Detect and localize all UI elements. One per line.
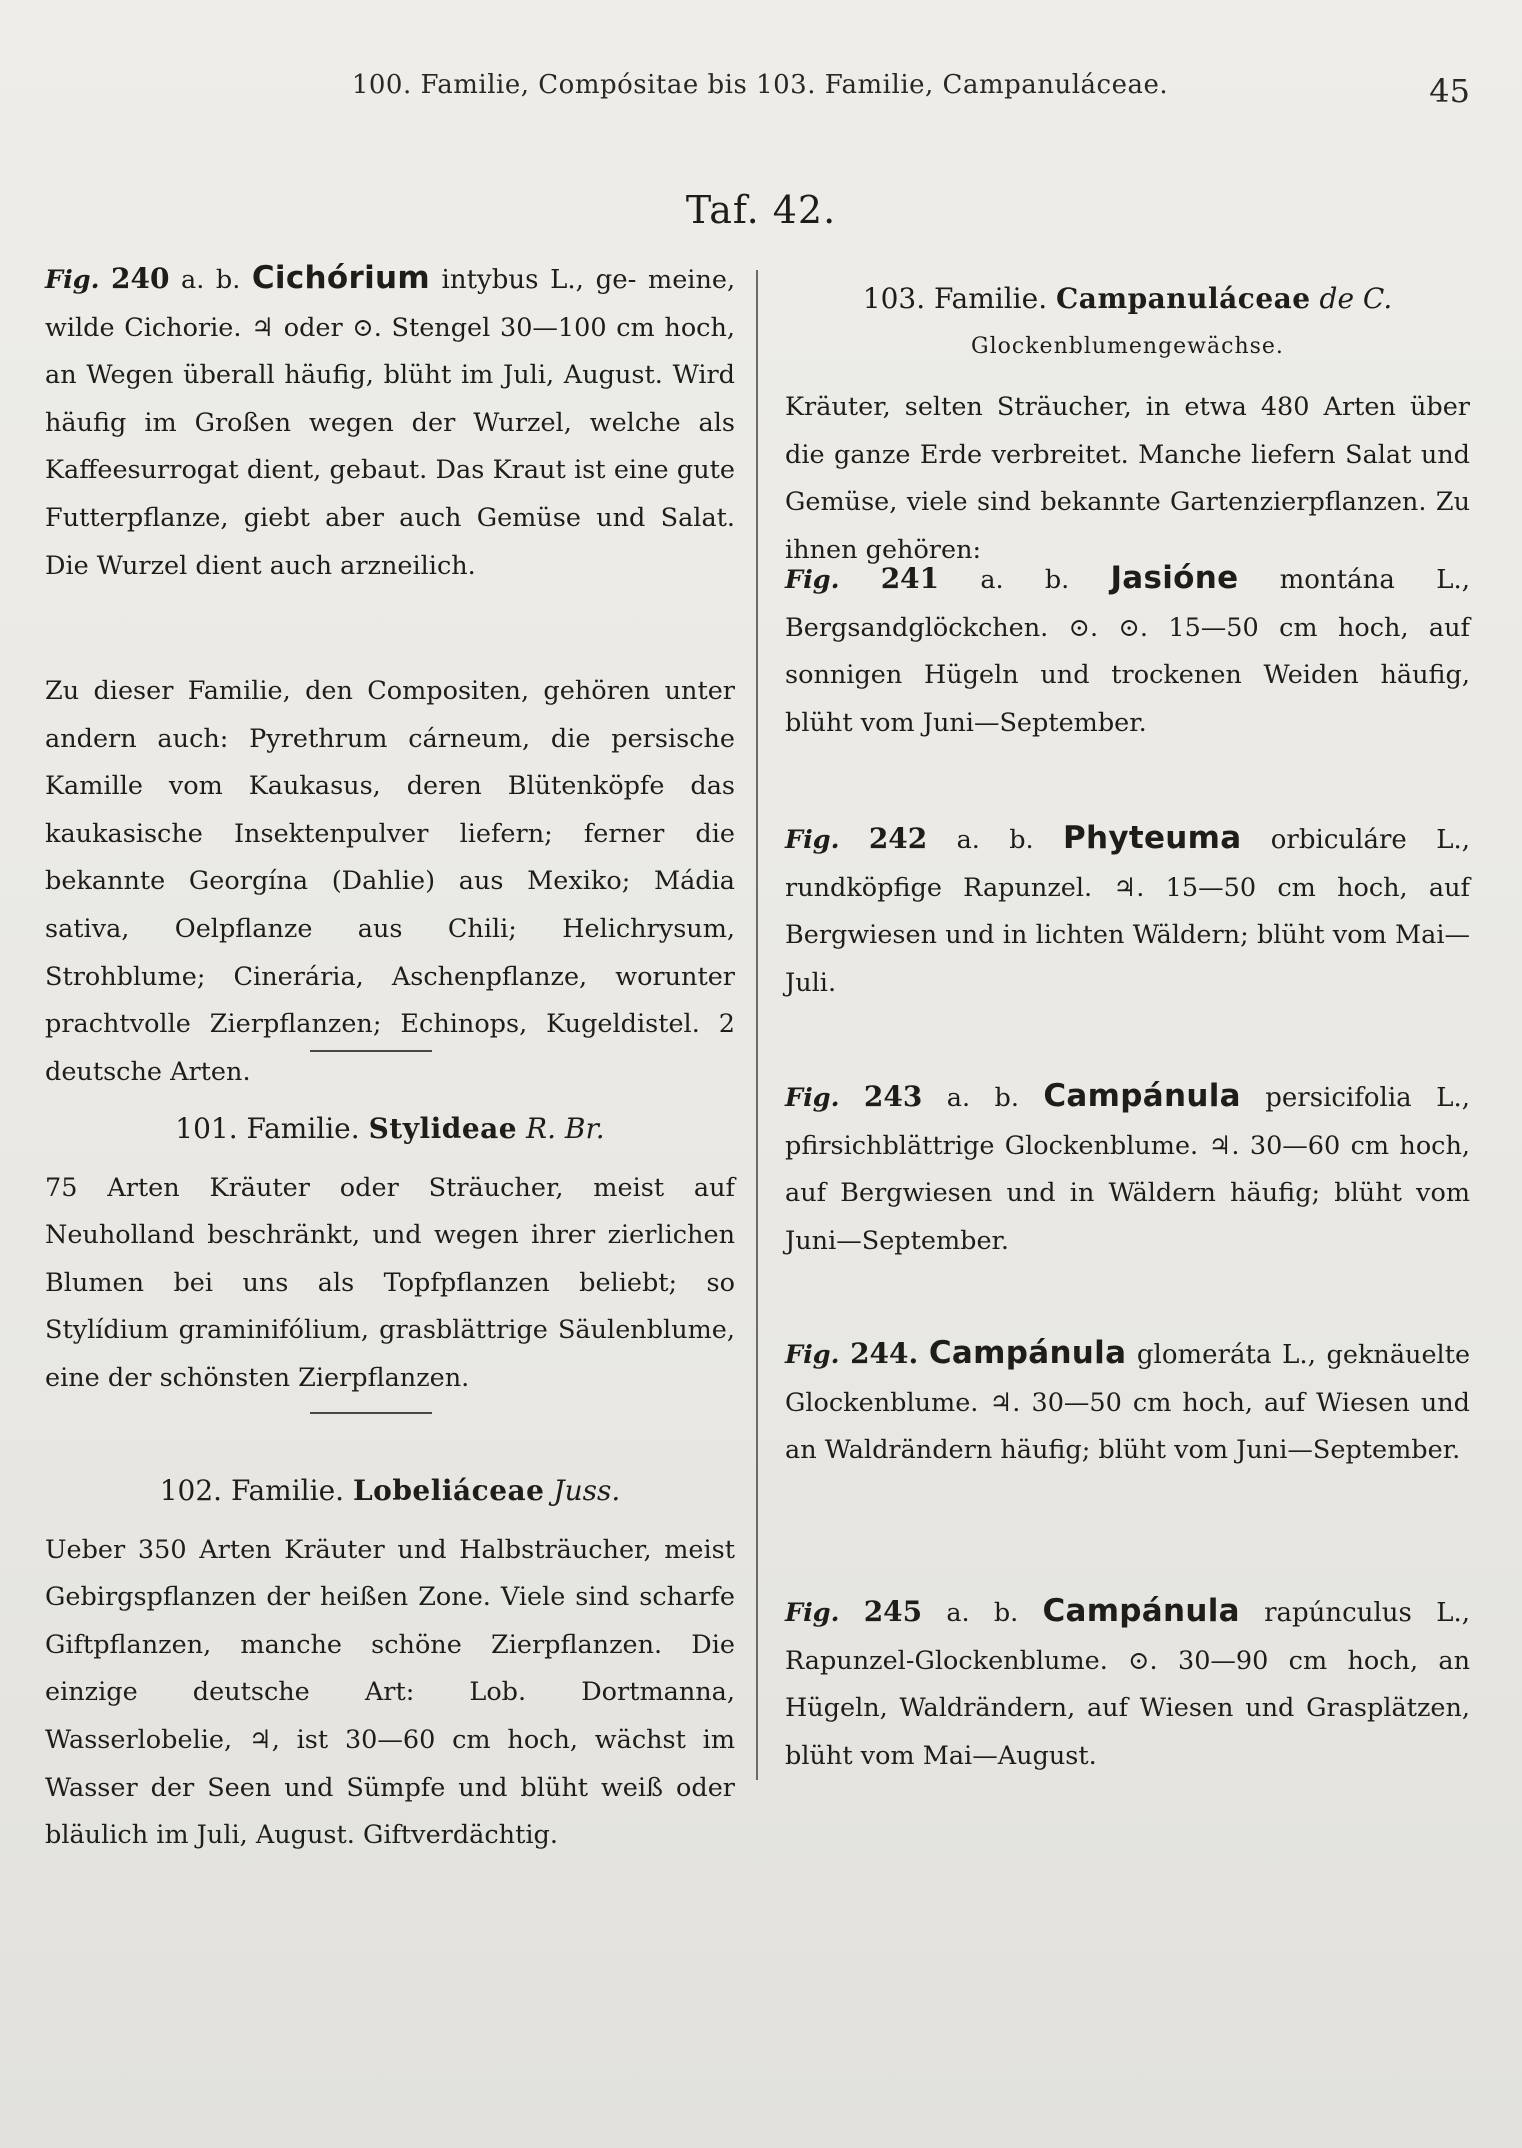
compositae-note [45, 668, 735, 1096]
family-authority: R. Br. [526, 1112, 605, 1145]
description: pfirsichblättrige Glockenblume. ♃. 30—60 cm hoch, auf Bergwiesen und in Wäldern häufig; blüht vom Juni—September. [785, 1130, 1470, 1256]
family-name: Campanuláceae [1056, 282, 1311, 315]
fig-parts: a. b. [946, 1598, 1019, 1628]
entry-fig-242 [785, 815, 1470, 1007]
entry-fig-240 [45, 255, 735, 590]
fig-label: Fig. [785, 1598, 840, 1628]
family-heading [785, 275, 1470, 323]
note-text: Zu dieser Familie, den Compositen, gehören unter andern auch: Pyrethrum cárneum, die persische Kamille vom Kaukasus, deren Blütenköpfe das kaukasische Insektenpulver liefern; ferner die bekannte Georgína (Dahlie) aus Mexiko; Mádia sativa, Oelpflanze aus Chili; Helichrysum, Strohblume; Cinerária, Aschenpflanze, worunter prachtvolle Zierpflanzen; Echinops, Kugeldistel. 2 deutsche Arten. [45, 676, 735, 1087]
genus-name: Phyteuma [1062, 820, 1242, 856]
species-name: persicifolia L., [1265, 1083, 1471, 1113]
family-authority: Juss. [553, 1474, 621, 1507]
entry-text [785, 1073, 1470, 1265]
plate-title: Taf. 42. [685, 188, 837, 232]
family-subtitle: Glockenblumengewächse. [971, 333, 1284, 359]
description: rundköpfige Rapunzel. ♃. 15—50 cm hoch, auf Bergwiesen und in lichten Wäldern; blüht vom Mai—Juli. [785, 872, 1470, 998]
species-name: montána L., [1279, 565, 1471, 595]
family-102 [45, 1467, 735, 1860]
description: geknäuelte Glockenblume. ♃. 30—50 cm hoch, auf Wiesen und an Waldrändern häufig; blüht vom Juni—September. [785, 1340, 1471, 1466]
family-103 [785, 275, 1470, 575]
entry-text [785, 555, 1470, 747]
description: Rapunzel-Glockenblume. ⊙. 30—90 cm hoch, an Hügeln, Waldrändern, auf Wiesen und Grasplätzen, blüht vom Mai—August. [785, 1645, 1470, 1771]
genus-name: Cichórium [251, 260, 430, 296]
fig-parts: a. b. [980, 565, 1070, 595]
fig-number: 242 [868, 822, 928, 855]
fig-label: Fig. [785, 825, 840, 855]
genus-name: Campánula [1042, 1593, 1240, 1629]
entry-fig-245 [785, 1588, 1470, 1780]
page-number: 45 [1429, 72, 1470, 110]
family-authority: de C. [1319, 282, 1393, 315]
species-name: glomeráta L., [1136, 1340, 1316, 1370]
entry-text [785, 1330, 1470, 1475]
column-divider [756, 270, 758, 1780]
family-number: 102. Familie. [159, 1474, 345, 1507]
fig-label: Fig. [785, 1340, 840, 1370]
fig-parts: a. b. [181, 265, 241, 295]
genus-name: Campánula [928, 1335, 1127, 1371]
entry-text [785, 1588, 1470, 1780]
fig-number: 245 [863, 1595, 923, 1628]
entry-fig-243 [785, 1073, 1470, 1265]
fig-parts: a. b. [946, 1083, 1019, 1113]
fig-label: Fig. [45, 265, 100, 295]
species-name: intybus L., ge- [441, 265, 637, 295]
family-text: Kräuter, selten Sträucher, in etwa 480 Arten über die ganze Erde verbreitet. Manche liefern Salat und Gemüse, viele sind bekannte Gartenzierpflanzen. Zu ihnen gehören: [785, 392, 1470, 565]
section-rule [310, 1412, 432, 1414]
family-text: Ueber 350 Arten Kräuter und Halbsträucher, meist Gebirgspflanzen der heißen Zone. Viele sind scharfe Giftpflanzen, manche schöne Zierpflanzen. Die einzige deutsche Art: Lob. Dortmanna, Wasserlobelie, ♃, ist 30—60 cm hoch, wächst im Wasser der Seen und Sümpfe und blüht weiß oder bläulich im Juli, August. Giftverdächtig. [45, 1534, 735, 1851]
fig-label: Fig. [785, 565, 840, 595]
entry-fig-244 [785, 1330, 1470, 1475]
fig-number: 240 [111, 262, 170, 295]
entry-text [785, 815, 1470, 1007]
family-name: Lobeliáceae [352, 1474, 545, 1507]
species-name: orbiculáre L., [1270, 825, 1471, 855]
family-number: 103. Familie. [862, 282, 1048, 315]
genus-name: Jasióne [1110, 560, 1239, 596]
entry-text [45, 255, 735, 590]
fig-label: Fig. [785, 1083, 840, 1113]
family-name: Stylideae [368, 1112, 518, 1145]
section-rule [310, 1050, 432, 1052]
family-text: 75 Arten Kräuter oder Sträucher, meist auf Neuholland beschränkt, und wegen ihrer zierlichen Blumen bei uns als Topfpflanzen beliebt; so Stylídium graminifólium, grasblättrige Säulenblume, eine der schönsten Zierpflanzen. [45, 1172, 735, 1393]
fig-number: 244. [850, 1337, 919, 1370]
entry-fig-241 [785, 555, 1470, 747]
family-number: 101. Familie. [175, 1112, 360, 1145]
description: Bergsandglöckchen. ⊙. ⊙. 15—50 cm hoch, auf sonnigen Hügeln und trockenen Weiden häufig, blüht vom Juni—September. [785, 612, 1470, 738]
running-head: 100. Familie, Compósitae bis 103. Familie, Campanuláceae. [351, 70, 1169, 100]
genus-name: Campánula [1043, 1078, 1241, 1114]
family-heading [45, 1467, 735, 1515]
fig-parts: a. b. [956, 825, 1034, 855]
family-101 [45, 1105, 735, 1403]
family-heading [45, 1105, 735, 1153]
fig-number: 243 [863, 1080, 923, 1113]
fig-number: 241 [880, 562, 940, 595]
description: meine, wilde Cichorie. ♃ oder ⊙. Stengel 30—100 cm hoch, an Wegen überall häufig, blüht im Juli, August. Wird häufig im Großen wegen der Wurzel, welche als Kaffeesurrogat dient, gebaut. Das Kraut ist eine gute Futterpflanze, giebt aber auch Gemüse und Salat. Die Wurzel dient auch arzneilich. [45, 265, 736, 581]
species-name: rapúnculus L., [1264, 1598, 1471, 1628]
